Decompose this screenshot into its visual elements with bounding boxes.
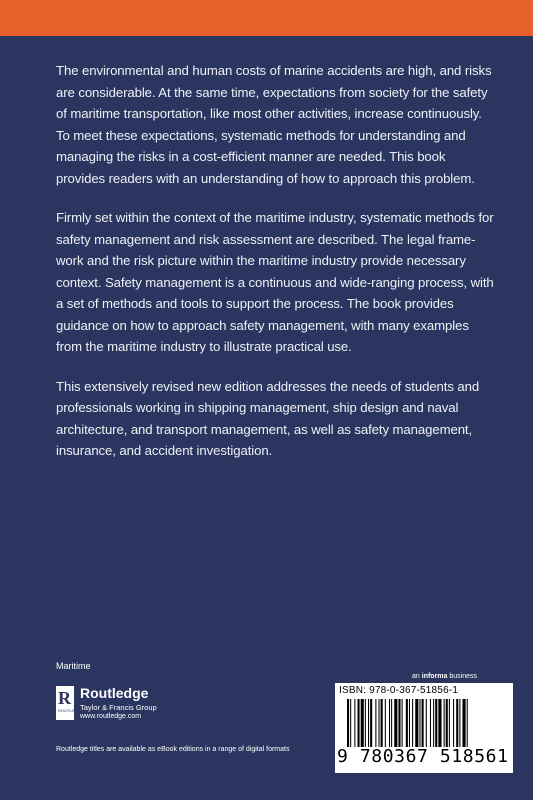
routledge-logo-icon: R ROUTLEDGE [56,686,74,720]
blurb-paragraph-2: Firmly set within the context of the maritime industry, systematic methods for safety management and risk assessment are described. The legal frame-work and the risk picture within the maritime industry provide necessary context. Safety management is a continuous and wide-ranging process, with a set of methods and tools to support the process. The book provides guidance on how to approach safety management, with many examples from the maritime industry to illustrate practical use. [56,210,494,354]
informa-business-label: an informa business [412,673,477,680]
blurb-paragraph-3: This extensively revised new edition addresses the needs of students and professionals working in shipping management, ship design and naval architecture, and transport management, as well as safety management, insurance, and accident investigation. [56,378,480,458]
publisher-url: www.routledge.com [80,713,142,720]
publisher-name: Routledge [80,685,149,701]
back-cover-blurb [56,60,496,480]
isbn-barcode [335,683,513,773]
barcode-bars [347,699,503,747]
top-color-band [0,0,533,36]
ebook-availability-note: Routledge titles are available as eBook editions in a range of digital formats [56,746,290,753]
isbn-label: ISBN: 978-0-367-51856-1 [339,685,459,696]
publisher-logo [56,686,256,722]
barcode-digits: 9 780367 518561 [337,746,509,767]
publisher-group: Taylor & Francis Group [80,703,157,712]
blurb-paragraph-1: The environmental and human costs of marine accidents are high, and risks are considerable. At the same time, expectations from society for the safety of maritime transportation, like most other activities, increase continuously. To meet these expectations, systematic methods for understanding and managing the risks in a cost-efficient manner are needed. This book provides readers with an understanding of how to approach this problem. [56,63,492,186]
subject-category: Maritime [56,661,91,671]
